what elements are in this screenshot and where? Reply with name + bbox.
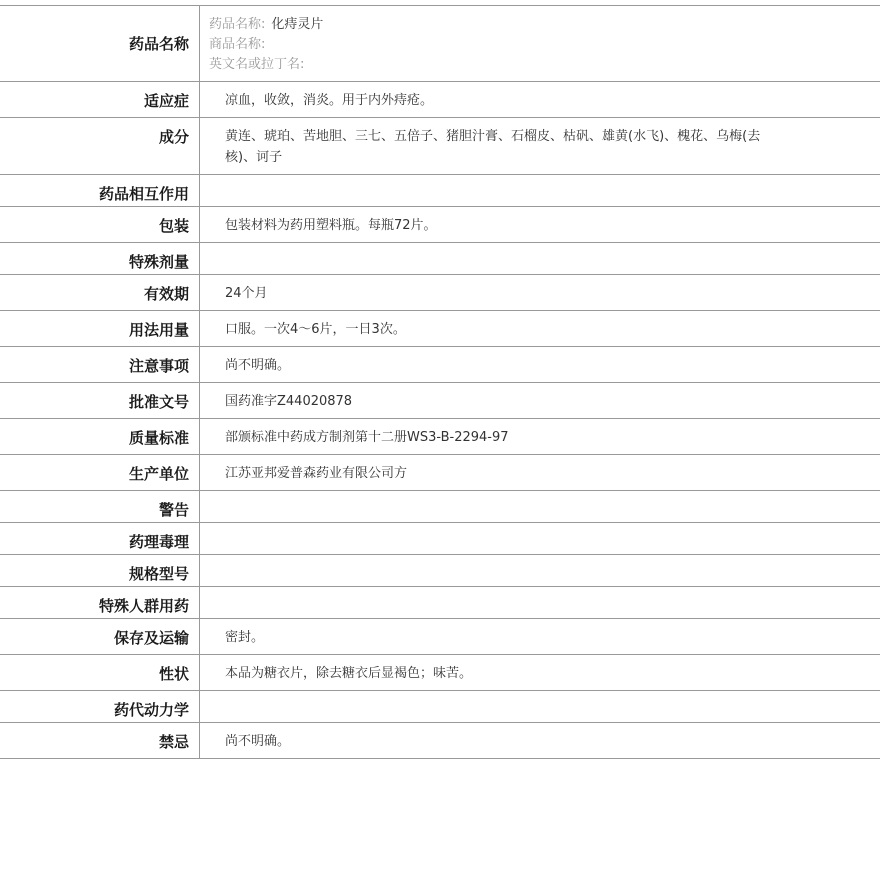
drug-name-block [200, 6, 880, 81]
row-pharmacology [0, 523, 880, 555]
row-value [200, 691, 880, 722]
row-storage [0, 619, 880, 655]
row-label: 警告 [0, 491, 200, 522]
row-packaging [0, 207, 880, 243]
row-value: 密封。 [225, 630, 265, 645]
row-label: 药代动力学 [0, 691, 200, 722]
row-value [200, 243, 880, 274]
row-precautions [0, 347, 880, 383]
row-pharmacokinetics [0, 691, 880, 723]
row-ingredients [0, 118, 880, 175]
row-specification [0, 555, 880, 587]
row-description [0, 655, 880, 691]
row-dosage [0, 311, 880, 347]
row-label: 有效期 [0, 275, 200, 310]
english-name-label: 英文名或拉丁名: [209, 57, 305, 72]
generic-name-line [209, 15, 880, 35]
row-shelf-life [0, 275, 880, 311]
row-drug-interactions [0, 175, 880, 207]
row-approval-number [0, 383, 880, 419]
row-value [200, 523, 880, 554]
row-label: 药理毒理 [0, 523, 200, 554]
row-indications [0, 82, 880, 118]
row-value: 尚不明确。 [225, 734, 291, 749]
row-quality-standard [0, 419, 880, 455]
row-contraindications [0, 723, 880, 759]
row-label: 适应症 [0, 82, 200, 117]
row-value: 口服。一次4～6片，一日3次。 [225, 322, 406, 337]
row-label-drug-name: 药品名称 [0, 6, 200, 81]
row-special-populations [0, 587, 880, 619]
row-label: 用法用量 [0, 311, 200, 346]
row-special-dosage [0, 243, 880, 275]
generic-name-label: 药品名称: [209, 17, 266, 32]
row-value: 本品为糖衣片，除去糖衣后显褐色；味苦。 [225, 666, 473, 681]
row-manufacturer [0, 455, 880, 491]
english-name-line [209, 55, 880, 75]
row-label: 药品相互作用 [0, 175, 200, 206]
row-value: 江苏亚邦爱普森药业有限公司方 [225, 466, 408, 481]
row-label: 禁忌 [0, 723, 200, 758]
row-value: 国药准字Z44020878 [225, 394, 353, 409]
row-value: 24个月 [225, 286, 268, 301]
row-value [200, 175, 880, 206]
row-value [200, 587, 880, 618]
trade-name-label: 商品名称: [209, 37, 266, 52]
row-label: 保存及运输 [0, 619, 200, 654]
row-value: 凉血，收敛，消炎。用于内外痔疮。 [225, 93, 434, 108]
row-label: 批准文号 [0, 383, 200, 418]
row-label: 生产单位 [0, 455, 200, 490]
row-drug-name [0, 6, 880, 82]
row-label: 注意事项 [0, 347, 200, 382]
row-value: 包装材料为药用塑料瓶。每瓶72片。 [225, 218, 437, 233]
row-value [200, 555, 880, 586]
row-value [200, 118, 880, 174]
row-label: 包装 [0, 207, 200, 242]
generic-name-value: 化痔灵片 [271, 17, 324, 32]
row-warning [0, 491, 880, 523]
row-label: 性状 [0, 655, 200, 690]
row-label: 特殊人群用药 [0, 587, 200, 618]
row-label: 质量标准 [0, 419, 200, 454]
row-value: 尚不明确。 [225, 358, 291, 373]
row-value: 部颁标准中药成方制剂第十二册WS3-B-2294-97 [225, 430, 509, 445]
ingredients-text: 黄连、琥珀、苦地胆、三七、五倍子、猪胆汁膏、石榴皮、枯矾、雄黄(水飞)、槐花、乌梅(去核)、诃子 [225, 129, 761, 165]
row-label: 特殊剂量 [0, 243, 200, 274]
drug-info-table [0, 5, 880, 759]
row-label: 成分 [0, 118, 200, 174]
row-value [200, 491, 880, 522]
row-label: 规格型号 [0, 555, 200, 586]
trade-name-line [209, 35, 880, 55]
